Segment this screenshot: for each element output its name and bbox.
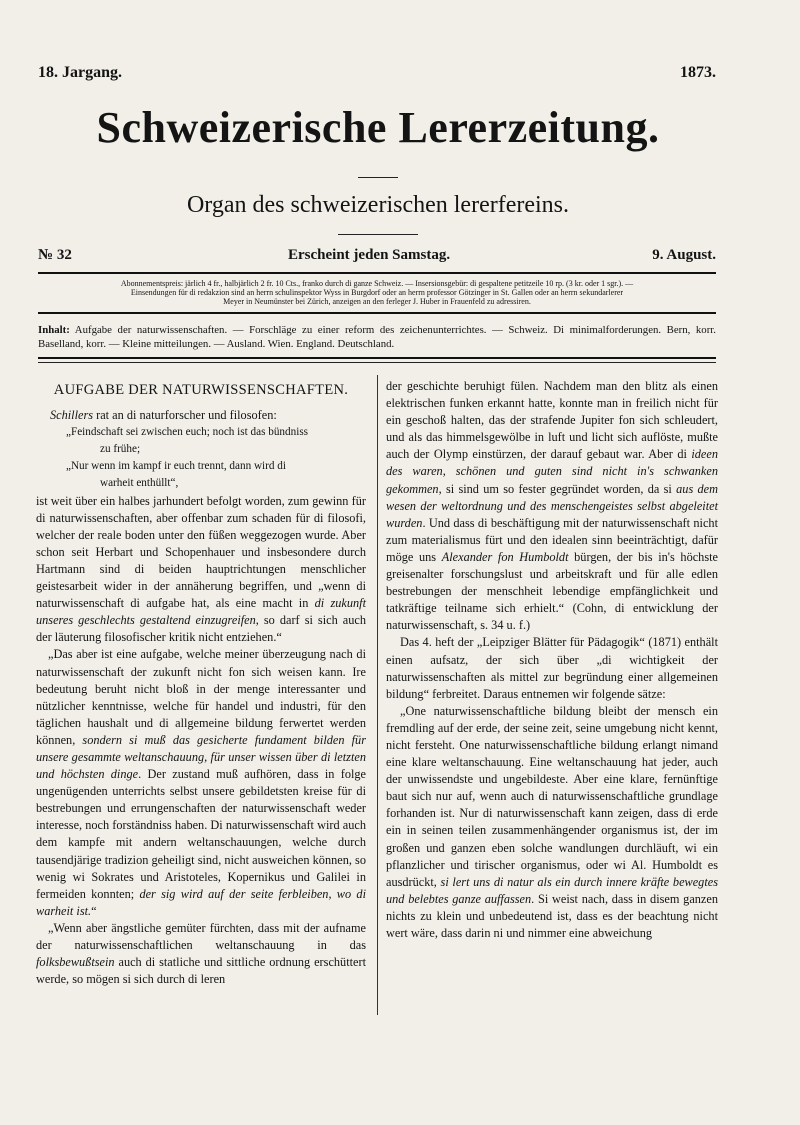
r3-text-a: „One naturwissenschaftliche bildung bleibt der mensch ein fremdling auf der erde, der seine zeit, seine umgebung nicht kennt, nicht fersteht. One naturwissenschaftliche bildung erlangt nimand eine klare weltanschauung. Eine weltanschauung hat jeder, auch der unwissendste und ungebildeste. Aber eine klare, fernünftige baut sich nur auf, wenn auch di naturwissenschaftliche grundlage forhanden ist. Nur di naturwissenschaft kann zeigen, dass di erde ein in seinen teilen zusammenhängender organismus ist, der im großen und ganzen eben solche wandlungen durchläuft, wi ein pflanzlicher und tirischer organismus, oder wi Al. Humboldt es ausdrückt,: [386, 703, 718, 889]
p1-text-c: , so darf si sich auch der läuterung filosofischer kritik nicht entziehen.“: [36, 613, 366, 645]
r1-text-e: . Und dass di beschäftigung mit der naturwissenschaft nicht zum materialismus fürt und den idealen sinn beeinträchtigt, dafür möge uns: [386, 515, 718, 564]
left-column: [36, 378, 366, 988]
article-heading: AUFGABE DER NATURWISSENSCHAFTEN.: [53, 382, 349, 398]
r1-italic-b: ideen des waren, schönen und guten sind nicht in's schwanken gekommen: [386, 447, 718, 496]
right-column: [386, 378, 718, 942]
r3-italic: si lert uns di natur als ein durch innere kräfte bewegtes und belebtes ganze auffassen: [386, 874, 718, 906]
right-paragraph-2: Das 4. heft der „Leipziger Blätter für Pädagogik“ (1871) enthält einen aufsatz, der sich über „di wichtigkeit der naturwissenschaften als mittel zur begründung einer allgemeinen bildung“ ferbreitet. Daraus entnemen wir folgende sätze:: [386, 635, 718, 701]
verse-line-3: „Nur wenn im kampf ir euch trennt, dann wird di: [66, 460, 286, 473]
p2-text-c: . Der zustand muß aufhören, dass in folge ungenügenden unterrichts selbst unsere gebildetsten kreise für di bestrebungen und errungenschaften der naturwissenschaft weder interesse, noch forständniss haben. Di naturwissenschaft wird auch dem kampfe mit andern weltanschauungen, welche durch tausendjärige tradizion geheiligt sind, nicht ausweichen können, so wenig wi Sokrates und Aristoteles, Kopernikus und Galilei in fermeiden konnten;: [36, 767, 366, 901]
intro-name: Schillers: [50, 408, 94, 423]
verse-line-1: „Feindschaft sei zwischen euch; noch ist das bündniss: [66, 426, 309, 439]
subscription-line-3: Meyer in Neumünster bei Zürich, anzeigen an den ferleger J. Huber in Frauenfeld zu adressiren.: [223, 297, 531, 306]
column-divider: [377, 375, 378, 1015]
volume-label: 18. Jargang.: [38, 64, 122, 81]
top-line: [38, 64, 716, 82]
paragraph-1: [36, 493, 366, 647]
verse-line-4: warheit enthüllt“,: [100, 477, 179, 490]
r1-italic-d: aus dem wesen der weltordnung und des menschengeistes selbst abgeleitet wurden: [386, 481, 718, 530]
verse-line-2: zu frühe;: [100, 443, 141, 456]
intro-rest: rat an di naturforscher und filosofen:: [93, 408, 277, 423]
rule-contents-top: [38, 312, 716, 314]
contents-text: Aufgabe der naturwissenschaften. — Forschläge zu einer reform des zeichenunterrichtes. — Schweiz. Di minimalforderungen. Bern, korr. Baselland, korr. — Kleine mitteilungen. — Ausland. Wien. England. Deutschland.: [38, 324, 716, 350]
subscription-line-2: Einsendungen für di redakzion sind an herrn schulinspektor Wyss in Burgdorf oder an herrn professor Götzinger in St. Gallen oder an herrn sekundarlerer: [130, 288, 624, 297]
masthead-subtitle: Organ des schweizerischen lererfereins.: [186, 192, 570, 218]
paragraph-2: [36, 646, 366, 920]
issue-date: 9. August.: [652, 247, 716, 263]
p3-italic: folksbewußtsein: [36, 955, 115, 970]
rule-contents-bottom: [38, 357, 716, 359]
p2-italic-d: der sig wird auf der seite ferbleiben, wo di warheit ist.: [36, 886, 366, 918]
table-of-contents: [38, 323, 716, 351]
r3-text-c: . Si weist nach, dass in disem ganzen nichts zu klein und unbedeutend ist, dass es der beachtung nicht wert wäre, dass darin ni und nimmer eine abweichung: [386, 891, 719, 940]
p2-italic-b: sondern si muß das gesicherte fundament bilden für unsere gesammte weltanschauung, für unser wissen über di letzten und höchsten dinge: [36, 732, 366, 782]
r1-text-a: der geschichte beruhigt fülen. Nachdem man den blitz als einen elektrischen funken erkannt hatte, konnte man in freilich nicht für ein geschoß halten, das der strafende Jupiter fon sich schleudert, und als das himmelsgewölbe in luft und licht sich auflöste, mußte auch der Olymp einstürzen, der darauf gebaut war. Aber di: [386, 379, 718, 462]
title-rule: [358, 177, 398, 178]
rule-top: [38, 272, 716, 274]
r1-text-c: , si sind um so fester gegründet worden, da si: [438, 481, 677, 496]
intro-line: [36, 407, 366, 424]
appearance-note: Erscheint jeden Samstag.: [288, 247, 451, 263]
year-label: 1873.: [680, 64, 716, 81]
p3-text-c: auch di statliche und sittliche ordnung erschüttert werde, so mögen si sich durch di leren: [36, 955, 366, 987]
right-paragraph-3: [386, 703, 718, 942]
contents-label: Inhalt:: [38, 324, 70, 336]
r1-text-g: bürgen, der bis in's höchste greisenalter forschungslust und arbeitskraft und für alle edlen bestrebungen der menschheit lebendige empfänglichkeit und tatkräftige teilname sich erhielt.“ (Cohn, di entwicklung der naturwissenschaft, s. 34 u. f.): [386, 549, 718, 633]
p2-text-a: „Das aber ist eine aufgabe, welche meiner überzeugung nach di naturwissenschaft der zukunft nicht fon sich weisen kann. Ire bedeutung beruht nicht bloß in der menge interessanter und nützlicher kenntnisse, welche für handel und industri, für den täglichen haushalt und di allgemeine bildung ferwertet werden können,: [36, 647, 366, 747]
p2-text-e: “: [91, 903, 97, 918]
masthead-title: Schweizerische Lererzeitung.: [96, 103, 660, 152]
r1-italic-f: Alexander fon Humboldt: [441, 549, 569, 564]
p1-text-a: ist weit über ein halbes jarhundert befolgt worden, zum gewinn für di naturwissenschaften, aber offenbar zum schaden für di filosofi, welcher der reale boden unter den füßen weggezogen wurde. Aber schon seit Herbart und Schopenhauer und insbesondere durch Hartmann sind di beiden hauptrichtungen menschlicher geistesarbeit wider in der annäherung begriffen, und „wenn di naturwissenschaft di aufgabe hat, als eine macht in: [36, 493, 366, 611]
subtitle-rule: [338, 234, 418, 235]
paragraph-3: [36, 920, 366, 988]
p3-text-a: „Wenn aber ängstliche gemüter fürchten, dass mit der aufname der naturwissenschaftlichen weltanschauung in das: [36, 920, 366, 952]
subscription-line-1: Abonnementspreis: järlich 4 fr., halbjärlich 2 fr. 10 Cts., franko durch di ganze Schweiz. — Insersionsgebür: di gespaltene petitzeile 10 rp. (3 kr. oder 1 sgr.). —: [120, 279, 634, 288]
subscription-info: [38, 279, 716, 306]
issue-number: № 32: [38, 247, 72, 263]
right-paragraph-1: [386, 378, 718, 634]
rule-contents-bottom-thin: [38, 362, 716, 363]
p1-italic: di zukunft unseres geschlechts gestaltend einzugreifen: [36, 596, 366, 628]
